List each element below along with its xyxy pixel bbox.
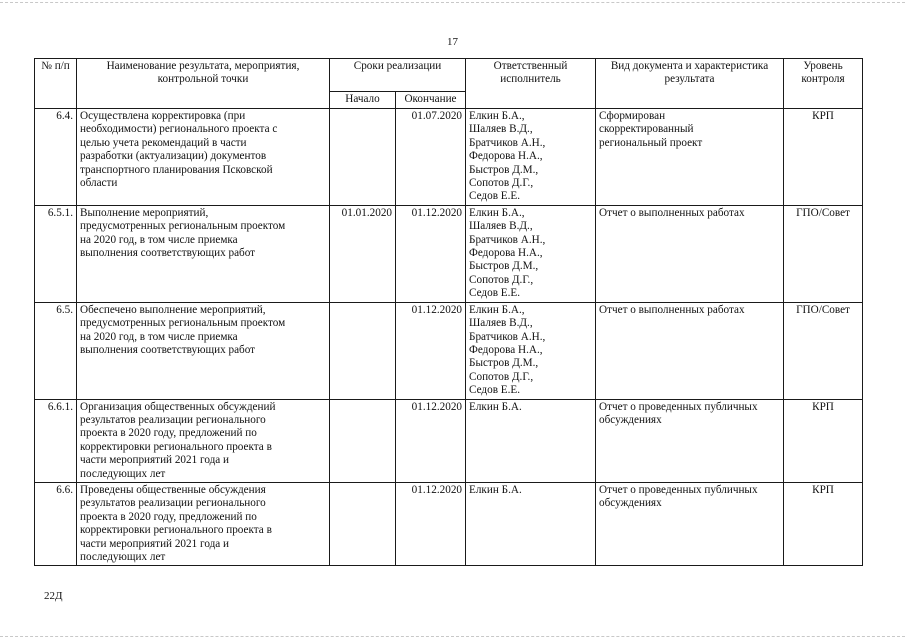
cell-responsible: [466, 109, 596, 206]
cell-doc-type-line: обсуждениях: [599, 497, 662, 510]
cell-responsible-line: Седов Е.Е.: [469, 384, 521, 397]
cell-responsible-line: Братчиков А.Н.,: [469, 330, 546, 343]
scan-edge-bottom: [0, 636, 905, 637]
cell-control-level: КРП: [784, 482, 863, 565]
cell-responsible-line: Елкин Б.А.,: [469, 303, 525, 316]
cell-num: 6.5.: [35, 302, 77, 399]
scan-edge-top: [0, 2, 905, 3]
cell-name-line: необходимости) регионального проекта с: [80, 123, 278, 136]
header-doc-type: Вид документа и характеристика результата: [596, 59, 784, 109]
cell-responsible-line: Елкин Б.А.,: [469, 110, 525, 122]
table-row: [35, 399, 863, 482]
cell-name-line: целью учета рекомендаций в части: [80, 136, 247, 149]
table-row: [35, 109, 863, 206]
cell-start: [330, 109, 396, 206]
cell-responsible-line: Братчиков А.Н.,: [469, 233, 546, 246]
cell-name-line: части мероприятий 2021 года и: [80, 537, 230, 550]
plan-table: [34, 58, 863, 566]
cell-responsible-line: Шаляев В.Д.,: [469, 317, 533, 330]
plan-table-body: [35, 109, 863, 566]
page-number: 17: [447, 36, 458, 48]
cell-name-line: результатов реализации регионального: [80, 497, 266, 510]
table-row: [35, 205, 863, 302]
cell-doc-type-line: Отчет о проведенных публичных: [599, 400, 758, 413]
cell-num: 6.6.1.: [35, 399, 77, 482]
table-row: [35, 482, 863, 565]
cell-doc-type-line: Отчет о проведенных публичных: [599, 483, 758, 496]
cell-responsible-line: Елкин Б.А.: [469, 483, 522, 496]
cell-doc-type: [596, 482, 784, 565]
cell-name: [77, 109, 330, 206]
cell-responsible: [466, 482, 596, 565]
cell-doc-type: [596, 399, 784, 482]
cell-control-level: КРП: [784, 399, 863, 482]
cell-responsible: [466, 399, 596, 482]
cell-responsible-line: Федорова Н.А.,: [469, 247, 543, 260]
cell-name-line: корректировки регионального проекта в: [80, 524, 272, 537]
cell-end: 01.12.2020: [396, 482, 466, 565]
cell-name-line: корректировки регионального проекта в: [80, 440, 272, 453]
cell-name-line: Обеспечено выполнение мероприятий,: [80, 303, 266, 316]
cell-start: [330, 399, 396, 482]
cell-doc-type: [596, 205, 784, 302]
cell-name-line: результатов реализации регионального: [80, 413, 266, 426]
cell-responsible-line: Шаляев В.Д.,: [469, 220, 533, 233]
header-control-level: Уровень контроля: [784, 59, 863, 109]
cell-end: 01.12.2020: [396, 205, 466, 302]
cell-num: 6.4.: [35, 109, 77, 206]
cell-num: 6.6.: [35, 482, 77, 565]
cell-name-line: предусмотренных региональным проектом: [80, 220, 286, 233]
cell-control-level: ГПО/Совет: [784, 302, 863, 399]
cell-responsible: [466, 302, 596, 399]
cell-name-line: последующих лет: [80, 467, 166, 480]
cell-responsible-line: Седов Е.Е.: [469, 287, 521, 300]
header-name: Наименование результата, мероприятия, контрольной точки: [77, 59, 330, 109]
cell-responsible-line: Седов Е.Е.: [469, 190, 521, 203]
cell-responsible-line: Быстров Д.М.,: [469, 260, 539, 273]
cell-name-line: Проведены общественные обсуждения: [80, 483, 266, 496]
cell-responsible-line: Елкин Б.А.: [469, 400, 522, 413]
cell-name-line: предусмотренных региональным проектом: [80, 317, 286, 330]
header-num: № п/п: [35, 59, 77, 109]
cell-start: [330, 302, 396, 399]
cell-name-line: части мероприятий 2021 года и: [80, 454, 230, 467]
header-responsible: Ответственный исполнитель: [466, 59, 596, 109]
cell-doc-type-line: скорректированный: [599, 123, 694, 136]
cell-name: [77, 302, 330, 399]
cell-responsible-line: Шаляев В.Д.,: [469, 123, 533, 136]
header-end: Окончание: [396, 92, 466, 109]
cell-end: 01.07.2020: [396, 109, 466, 206]
cell-doc-type: [596, 109, 784, 206]
cell-name-line: последующих лет: [80, 551, 166, 563]
cell-responsible-line: Елкин Б.А.,: [469, 206, 525, 219]
cell-responsible-line: Быстров Д.М.,: [469, 357, 539, 370]
cell-name-line: транспортного планирования Псковской: [80, 163, 273, 176]
cell-name-line: Выполнение мероприятий,: [80, 206, 209, 219]
cell-name-line: разработки (актуализации) документов: [80, 150, 267, 163]
cell-num: 6.5.1.: [35, 205, 77, 302]
cell-name: [77, 205, 330, 302]
cell-name-line: на 2020 год, в том числе приемка: [80, 330, 238, 343]
cell-responsible-line: Федорова Н.А.,: [469, 343, 543, 356]
cell-doc-type-line: Отчет о выполненных работах: [599, 206, 745, 219]
cell-start: [330, 482, 396, 565]
cell-doc-type-line: Отчет о выполненных работах: [599, 303, 745, 316]
cell-start: 01.01.2020: [330, 205, 396, 302]
cell-doc-type-line: Сформирован: [599, 110, 666, 122]
header-start: Начало: [330, 92, 396, 109]
cell-responsible-line: Сопотов Д.Г.,: [469, 273, 534, 286]
cell-doc-type-line: обсуждениях: [599, 413, 662, 426]
cell-responsible-line: Сопотов Д.Г.,: [469, 370, 534, 383]
cell-name-line: на 2020 год, в том числе приемка: [80, 233, 238, 246]
cell-name: [77, 399, 330, 482]
cell-name-line: выполнения соответствующих работ: [80, 247, 256, 260]
cell-responsible-line: Сопотов Д.Г.,: [469, 177, 534, 190]
cell-name-line: выполнения соответствующих работ: [80, 343, 256, 356]
header-period: Сроки реализации: [330, 59, 466, 92]
cell-responsible-line: Федорова Н.А.,: [469, 150, 543, 163]
cell-name-line: проекта в 2020 году, предложений по: [80, 427, 257, 440]
cell-name-line: области: [80, 177, 118, 190]
cell-name: [77, 482, 330, 565]
cell-doc-type-line: региональный проект: [599, 136, 703, 149]
footer-code: 22Д: [44, 590, 63, 602]
cell-doc-type: [596, 302, 784, 399]
cell-control-level: ГПО/Совет: [784, 205, 863, 302]
cell-name-line: Организация общественных обсуждений: [80, 400, 276, 413]
cell-name-line: Осуществлена корректировка (при: [80, 110, 246, 122]
table-row: [35, 302, 863, 399]
cell-control-level: КРП: [784, 109, 863, 206]
cell-responsible-line: Братчиков А.Н.,: [469, 136, 546, 149]
cell-end: 01.12.2020: [396, 302, 466, 399]
cell-end: 01.12.2020: [396, 399, 466, 482]
cell-responsible: [466, 205, 596, 302]
cell-responsible-line: Быстров Д.М.,: [469, 163, 539, 176]
cell-name-line: проекта в 2020 году, предложений по: [80, 510, 257, 523]
